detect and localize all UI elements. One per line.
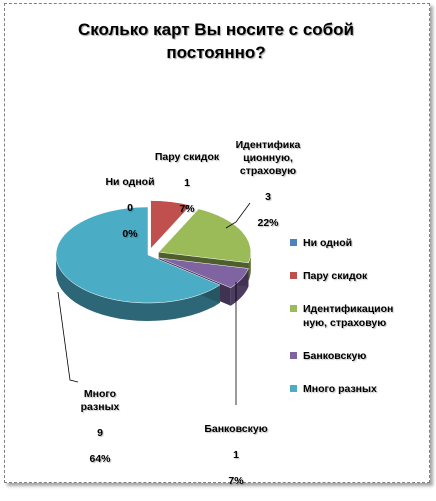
legend-label: Много разных xyxy=(303,383,377,395)
chart-title: Сколько карт Вы носите с собой постоянно? xyxy=(77,20,355,62)
legend-item xyxy=(290,302,430,330)
legend-item xyxy=(290,349,430,363)
legend-label: Пару скидок xyxy=(303,270,368,282)
legend-label: Ни одной xyxy=(303,237,353,249)
legend-item xyxy=(290,269,430,283)
data-label-ni-odnoy: Ни одной 0 0% xyxy=(105,176,155,240)
legend xyxy=(290,236,430,415)
legend-swatch xyxy=(290,239,297,246)
legend-label: Идентификацион ную, страховую xyxy=(303,303,394,329)
legend-label: Банковскую xyxy=(303,350,367,362)
data-label-bankovskuyu: Банковскую 1 7% xyxy=(204,423,268,487)
legend-swatch xyxy=(290,385,297,392)
data-label-paru-skidok: Пару скидок 1 7% xyxy=(154,151,220,215)
legend-swatch xyxy=(290,305,297,312)
leader-line xyxy=(58,292,78,382)
legend-item xyxy=(290,236,430,250)
legend-swatch xyxy=(290,352,297,359)
data-label-identifikatsionnuyu: Идентифика ционную, страховую 3 22% xyxy=(235,139,301,229)
legend-item xyxy=(290,382,430,396)
data-label-mnogo-raznyh: Много разных 9 64% xyxy=(80,388,120,465)
legend-swatch xyxy=(290,272,297,279)
